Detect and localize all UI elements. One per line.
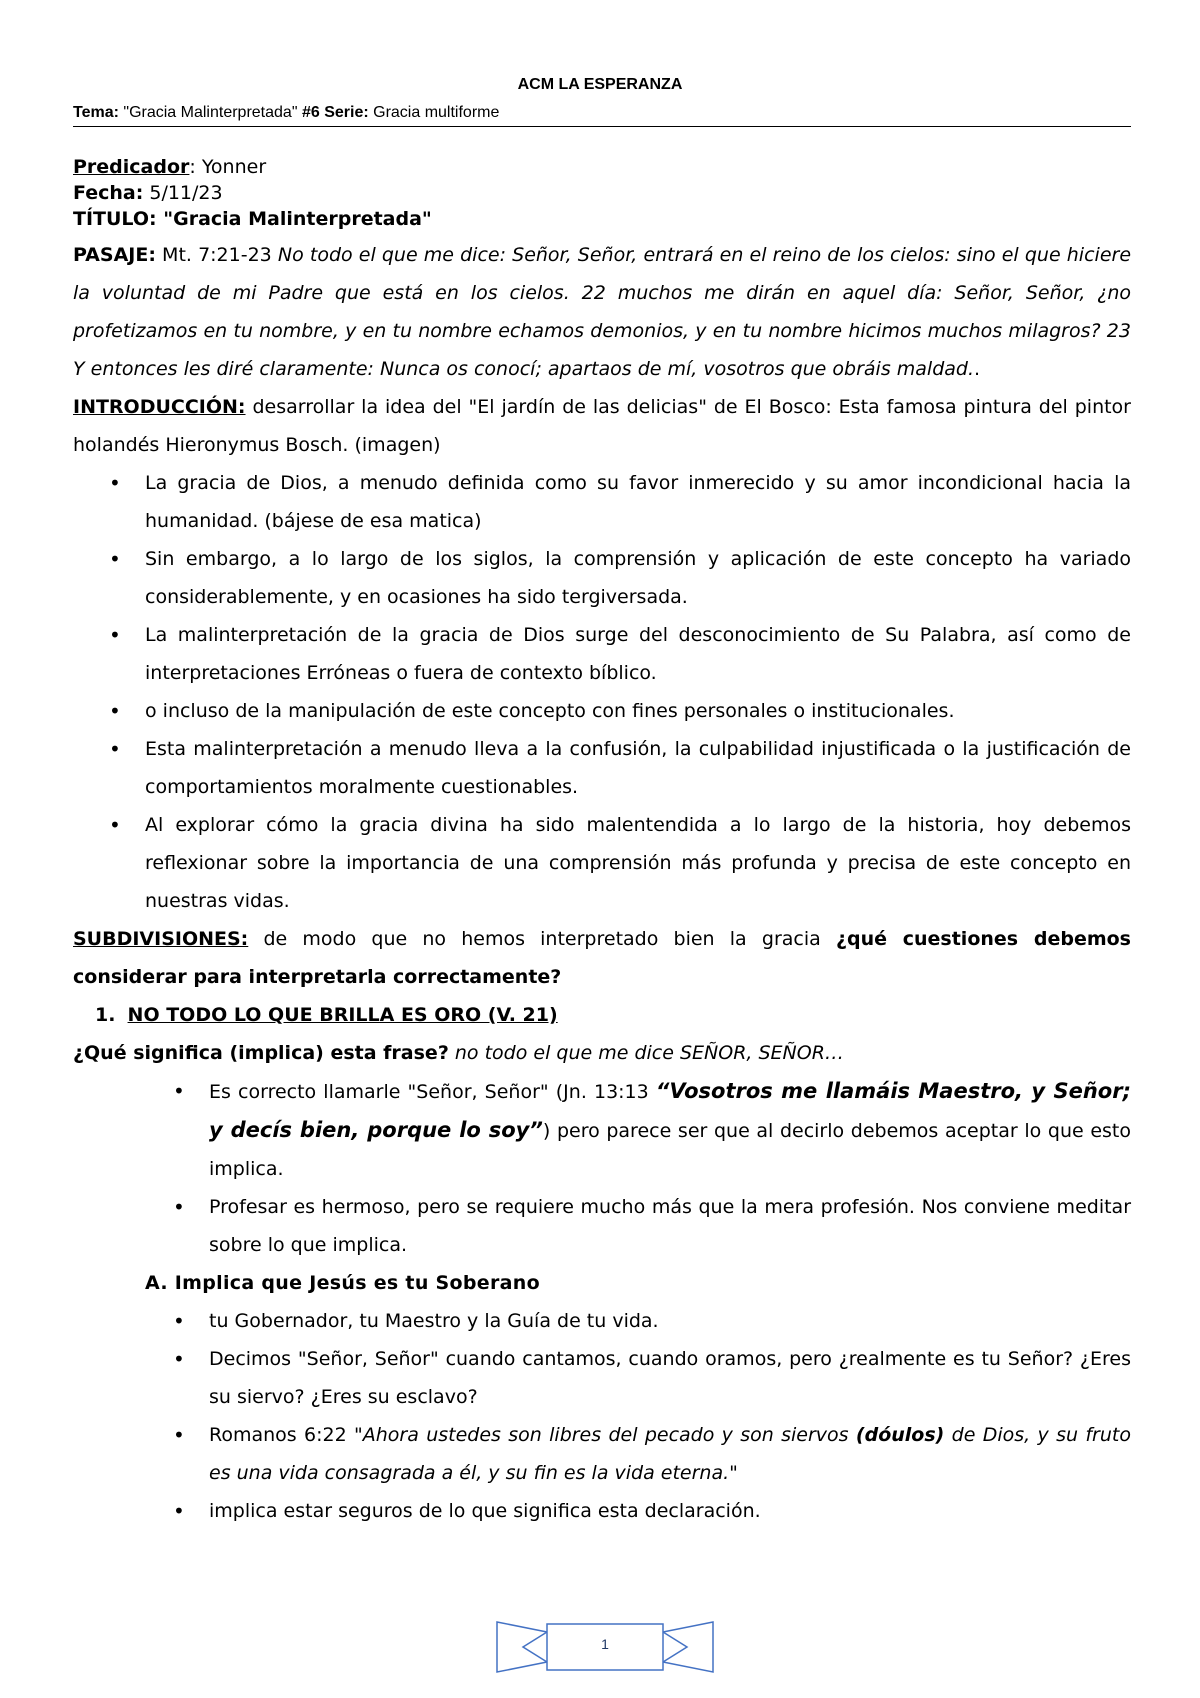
point-1-question-line: [73, 1034, 1131, 1072]
page-number: 1: [601, 1636, 609, 1652]
section-a-b3-end: ": [729, 1462, 738, 1484]
list-item: • Profesar es hermoso, pero se requiere mucho más que la mera profesión. Nos conviene meditar sobre lo que implica.: [73, 1188, 1131, 1264]
list-item: • tu Gobernador, tu Maestro y la Guía de tu vida.: [73, 1302, 1131, 1340]
section-a-b3-bold: (dóulos): [855, 1424, 945, 1446]
point-1-title: NO TODO LO QUE BRILLA ES ORO (V. 21): [127, 1004, 558, 1026]
date-label: Fecha:: [73, 182, 144, 204]
preacher-label: Predicador: [73, 156, 190, 178]
tema-label: Tema:: [73, 104, 119, 121]
list-item: • Sin embargo, a lo largo de los siglos, la comprensión y aplicación de este concepto ha variado considerablemente, y en ocasiones ha sido tergiversada.: [73, 540, 1131, 616]
section-a-b3-italic2: de Dios, y su fruto es una vida consagrada a él, y su fin es la vida eterna.: [209, 1424, 1131, 1484]
header-org-title: ACM LA ESPERANZA: [517, 76, 683, 93]
point-1-question: ¿Qué significa (implica) esta frase?: [73, 1042, 449, 1064]
date-line: [73, 180, 1131, 206]
point-1-b1-end: ) pero parece ser que al decirlo debemos aceptar lo que esto implica.: [209, 1120, 1131, 1180]
header-theme-line: [73, 104, 499, 122]
passage-text: No todo el que me dice: Señor, Señor, entrará en el reino de los cielos: sino el que hiciere la voluntad de mi Padre que está en los cielos. 22 muchos me dirán en aquel día: Señor, Señor, ¿no profetizamos en tu nombre, y en tu nombre echamos demonios, y en tu nombre hicimos muchos milagros? 23 Y entonces les diré claramente: Nunca os conocí; apartaos de mí, vosotros que obráis maldad.: [73, 244, 1132, 380]
sermon-body: [73, 154, 1131, 1530]
intro-text: desarrollar la idea del "El jardín de las delicias" de El Bosco: Esta famosa pintura del pintor holandés Hieronymus Bosch. (imagen): [73, 396, 1131, 456]
list-item: • Al explorar cómo la gracia divina ha sido malentendida a lo largo de la historia, hoy debemos reflexionar sobre la importancia de una comprensión más profunda y precisa de este concepto en nuestras vidas.: [73, 806, 1131, 920]
list-item: • implica estar seguros de lo que significa esta declaración.: [73, 1492, 1131, 1530]
preacher-value: : Yonner: [189, 156, 267, 178]
point-1-b1-quote: “Vosotros me llamáis Maestro, y Señor; y decís bien, porque lo soy”: [209, 1079, 1131, 1142]
list-item: • La malinterpretación de la gracia de Dios surge del desconocimiento de Su Palabra, así como de interpretaciones Erróneas o fuera de contexto bíblico.: [73, 616, 1131, 692]
section-a-heading: A. Implica que Jesús es tu Soberano: [145, 1272, 540, 1294]
subdivisions-paragraph: [73, 920, 1131, 996]
intro-label: INTRODUCCIÓN:: [73, 396, 246, 418]
section-a-b3-italic1: Ahora ustedes son libres del pecado y son siervos: [362, 1424, 856, 1446]
section-a-b3-start: Romanos 6:22 ": [209, 1424, 363, 1446]
preacher-line: [73, 154, 1131, 180]
list-item: [73, 1072, 1131, 1188]
point-1-bullet-list: [73, 1072, 1131, 1264]
passage-tail: .: [974, 358, 981, 380]
list-item: • La gracia de Dios, a menudo definida como su favor inmerecido y su amor incondicional hacia la humanidad. (bájese de esa matica): [73, 464, 1131, 540]
point-1-question-quote: no todo el que me dice SEÑOR, SEÑOR…: [448, 1042, 844, 1064]
serie-value: Gracia multiforme: [373, 104, 500, 121]
point-1-number: 1.: [95, 1004, 116, 1026]
subdivisions-text: de modo que no hemos interpretado bien la gracia: [248, 928, 836, 950]
sermon-number: #6: [301, 104, 320, 121]
passage-label: PASAJE:: [73, 244, 156, 266]
subdivisions-label: SUBDIVISIONES:: [73, 928, 249, 950]
passage-ref: Mt. 7:21-23: [155, 244, 278, 266]
passage-paragraph: [73, 236, 1131, 388]
section-a-bullet-list: [73, 1302, 1131, 1530]
list-item: [73, 1416, 1131, 1492]
list-item: • Esta malinterpretación a menudo lleva a la confusión, la culpabilidad injustificada o la justificación de comportamientos moralmente cuestionables.: [73, 730, 1131, 806]
sermon-title: TÍTULO: "Gracia Malinterpretada": [73, 208, 432, 230]
serie-label: Serie:: [324, 104, 369, 121]
list-item: • o incluso de la manipulación de este concepto con fines personales o institucionales.: [73, 692, 1131, 730]
subdivisions-question: ¿qué cuestiones debemos considerar para interpretarla correctamente?: [73, 928, 1131, 988]
intro-bullet-list: [73, 464, 1131, 920]
point-1-heading: [73, 996, 1131, 1034]
header-rule: [73, 126, 1131, 127]
point-1-b1-start: Es correcto llamarle "Señor, Señor" (Jn. 13:13: [209, 1081, 656, 1103]
date-value: 5/11/23: [143, 182, 223, 204]
list-item: • Decimos "Señor, Señor" cuando cantamos, cuando oramos, pero ¿realmente es tu Señor? ¿Eres su siervo? ¿Eres su esclavo?: [73, 1340, 1131, 1416]
tema-value: "Gracia Malinterpretada": [123, 104, 298, 121]
page-footer: [495, 1614, 715, 1676]
intro-paragraph: [73, 388, 1131, 464]
